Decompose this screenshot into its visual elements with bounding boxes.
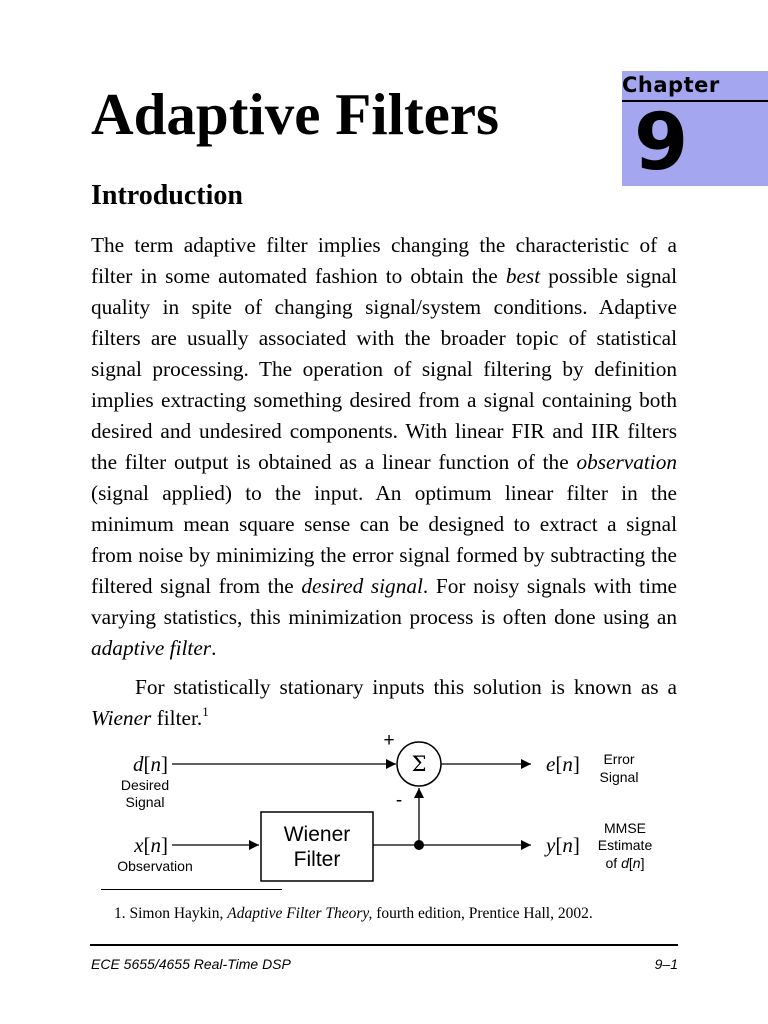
chapter-badge	[622, 71, 768, 186]
minus-sign: -	[395, 790, 403, 811]
footnote-book-title: Adaptive Filter Theory,	[227, 905, 373, 922]
section-heading: Introduction	[91, 180, 243, 211]
footnote-reference: 1	[202, 704, 209, 719]
error-symbol: e[n]	[546, 752, 580, 776]
intro-paragraph: The term adaptive filter implies changing the characteristic of a filter in some automated fashion to obtain the best possible signal quality in spite of changing signal/system conditions. Adaptive filters are usually associated with the broader topic of statistical signal processing. The operation of signal filtering by definition implies extracting something desired from a signal containing both desired and undesired components. With linear FIR and IIR filters the filter output is obtained as a linear function of the observation (signal applied) to the input. An optimum linear filter in the minimum mean square sense can be designed to extract a signal from noise by minimizing the error signal formed by subtracting the filtered signal from the desired signal. For noisy signals with time varying statistics, this minimization process is often done using an adaptive filter.	[91, 233, 678, 660]
emphasis-best: best	[505, 264, 541, 288]
page-title: Adaptive Filters	[91, 81, 500, 147]
wiener-filter-label: Wiener	[283, 823, 351, 846]
emphasis-adaptive-filter: adaptive filter	[91, 636, 212, 660]
error-label: Error	[603, 751, 635, 767]
chapter-number: 9	[634, 98, 689, 188]
footer-page-number: 9–1	[654, 956, 678, 972]
footnote-marker: 1.	[114, 905, 126, 922]
emphasis-wiener: Wiener	[91, 706, 152, 730]
plus-sign: +	[383, 730, 395, 751]
sum-symbol: Σ	[411, 752, 427, 776]
emphasis-desired-signal: desired signal	[301, 574, 423, 598]
estimate-label-2: Estimate	[597, 837, 653, 853]
emphasis-observation: observation	[576, 450, 677, 474]
footer-divider	[90, 944, 678, 946]
estimate-symbol: y[n]	[546, 833, 580, 857]
footnote-divider	[101, 889, 282, 890]
footnote: 1. Simon Haykin, Adaptive Filter Theory, fourth edition, Prentice Hall, 2002.	[114, 905, 593, 922]
estimate-label-3: of d[n]	[605, 855, 645, 871]
chapter-label: Chapter	[622, 73, 720, 97]
desired-signal-symbol: d[n]	[133, 752, 168, 776]
wiener-filter-diagram	[0, 720, 768, 890]
wiener-filter-label-2: Filter	[293, 848, 341, 871]
observation-symbol: x[n]	[134, 833, 168, 857]
error-label-2: Signal	[599, 769, 639, 785]
wiener-paragraph: For statistically stationary inputs this solution is known as a Wiener filter.$^1$	[91, 675, 677, 730]
desired-signal-label-2: Signal	[125, 794, 165, 810]
observation-label: Observation	[117, 858, 193, 874]
estimate-label: MMSE	[604, 820, 646, 836]
desired-signal-label: Desired	[120, 777, 170, 793]
footer-course: ECE 5655/4655 Real-Time DSP	[91, 956, 291, 972]
